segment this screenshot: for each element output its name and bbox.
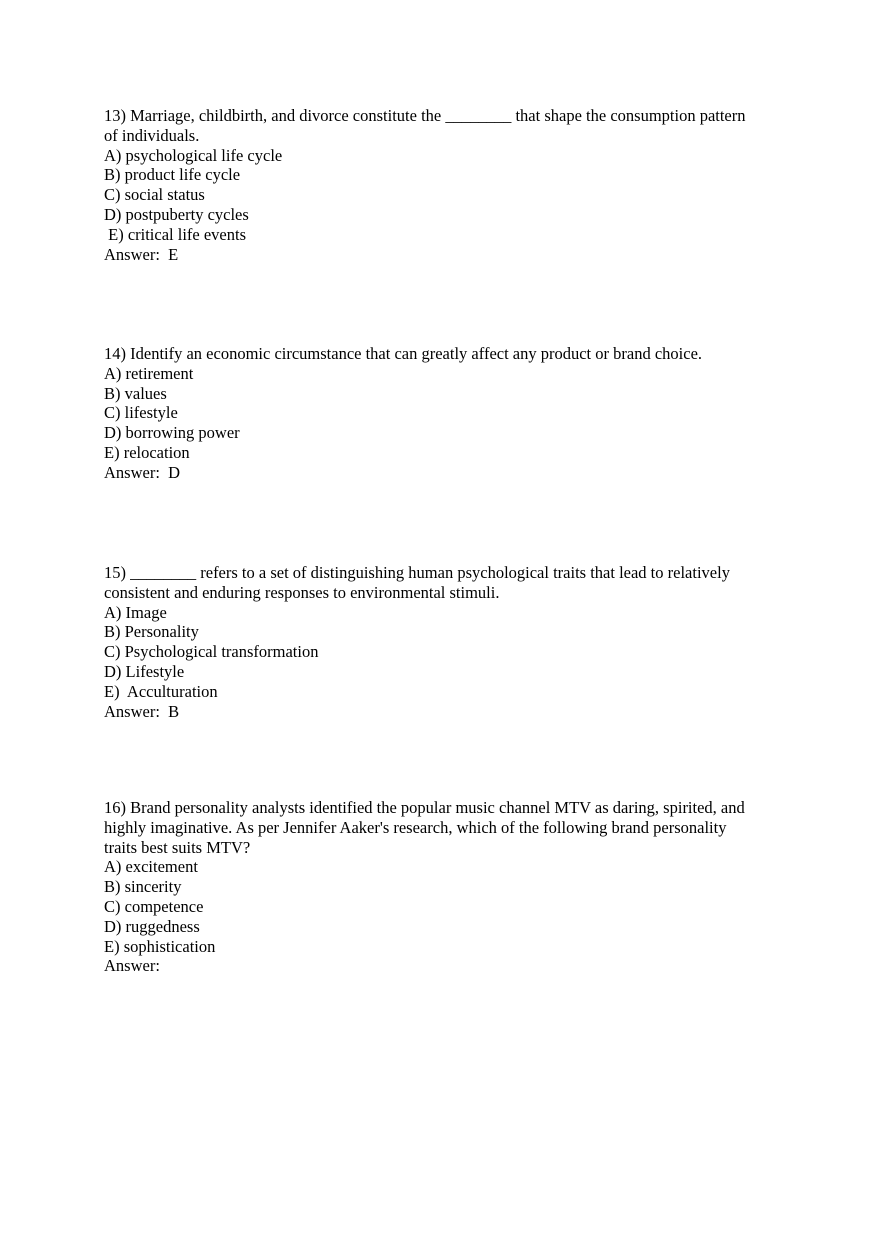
question-stem-line: consistent and enduring responses to environmental stimuli. <box>104 582 500 602</box>
answer-option-d: D) borrowing power <box>104 423 240 443</box>
answer-option-a: A) excitement <box>104 857 198 877</box>
question-stem-line: 13) Marriage, childbirth, and divorce constitute the ________ that shape the consumption pattern <box>104 106 746 125</box>
answer-option-e: E) Acculturation <box>104 681 218 701</box>
answer-key: Answer: E <box>104 244 179 264</box>
question-14 <box>104 344 794 483</box>
answer-option-b: B) values <box>104 383 167 403</box>
question-13 <box>104 106 794 264</box>
answer-option-b: B) sincerity <box>104 877 182 897</box>
question-16 <box>104 798 794 976</box>
answer-option-b: B) Personality <box>104 622 199 642</box>
answer-key: Answer: D <box>104 462 181 482</box>
answer-option-c: C) lifestyle <box>104 403 178 423</box>
answer-option-d: D) Lifestyle <box>104 661 185 681</box>
question-stem-line: highly imaginative. As per Jennifer Aaker's research, which of the following brand personality <box>104 817 727 837</box>
answer-option-c: C) Psychological transformation <box>104 642 319 662</box>
answer-option-e: E) critical life events <box>104 224 247 244</box>
question-stem-line: of individuals. <box>104 125 200 145</box>
answer-option-c: C) social status <box>104 185 205 205</box>
question-stem-line: traits best suits MTV? <box>104 837 251 857</box>
answer-key: Answer: <box>104 956 160 976</box>
answer-option-d: D) ruggedness <box>104 916 200 936</box>
answer-option-a: A) psychological life cycle <box>104 145 283 165</box>
answer-option-b: B) product life cycle <box>104 165 241 185</box>
answer-option-e: E) sophistication <box>104 936 216 956</box>
question-stem-line: 15) ________ refers to a set of distinguishing human psychological traits that lead to relatively <box>104 563 730 582</box>
answer-option-e: E) relocation <box>104 442 190 462</box>
answer-option-c: C) competence <box>104 896 204 916</box>
question-stem-line: 16) Brand personality analysts identified the popular music channel MTV as daring, spirited, and <box>104 798 745 817</box>
answer-option-d: D) postpuberty cycles <box>104 204 249 224</box>
question-stem-line: 14) Identify an economic circumstance that can greatly affect any product or brand choice. <box>104 344 703 363</box>
answer-option-a: A) retirement <box>104 363 194 383</box>
answer-option-a: A) Image <box>104 602 167 622</box>
question-15 <box>104 563 794 721</box>
answer-key: Answer: B <box>104 701 180 721</box>
